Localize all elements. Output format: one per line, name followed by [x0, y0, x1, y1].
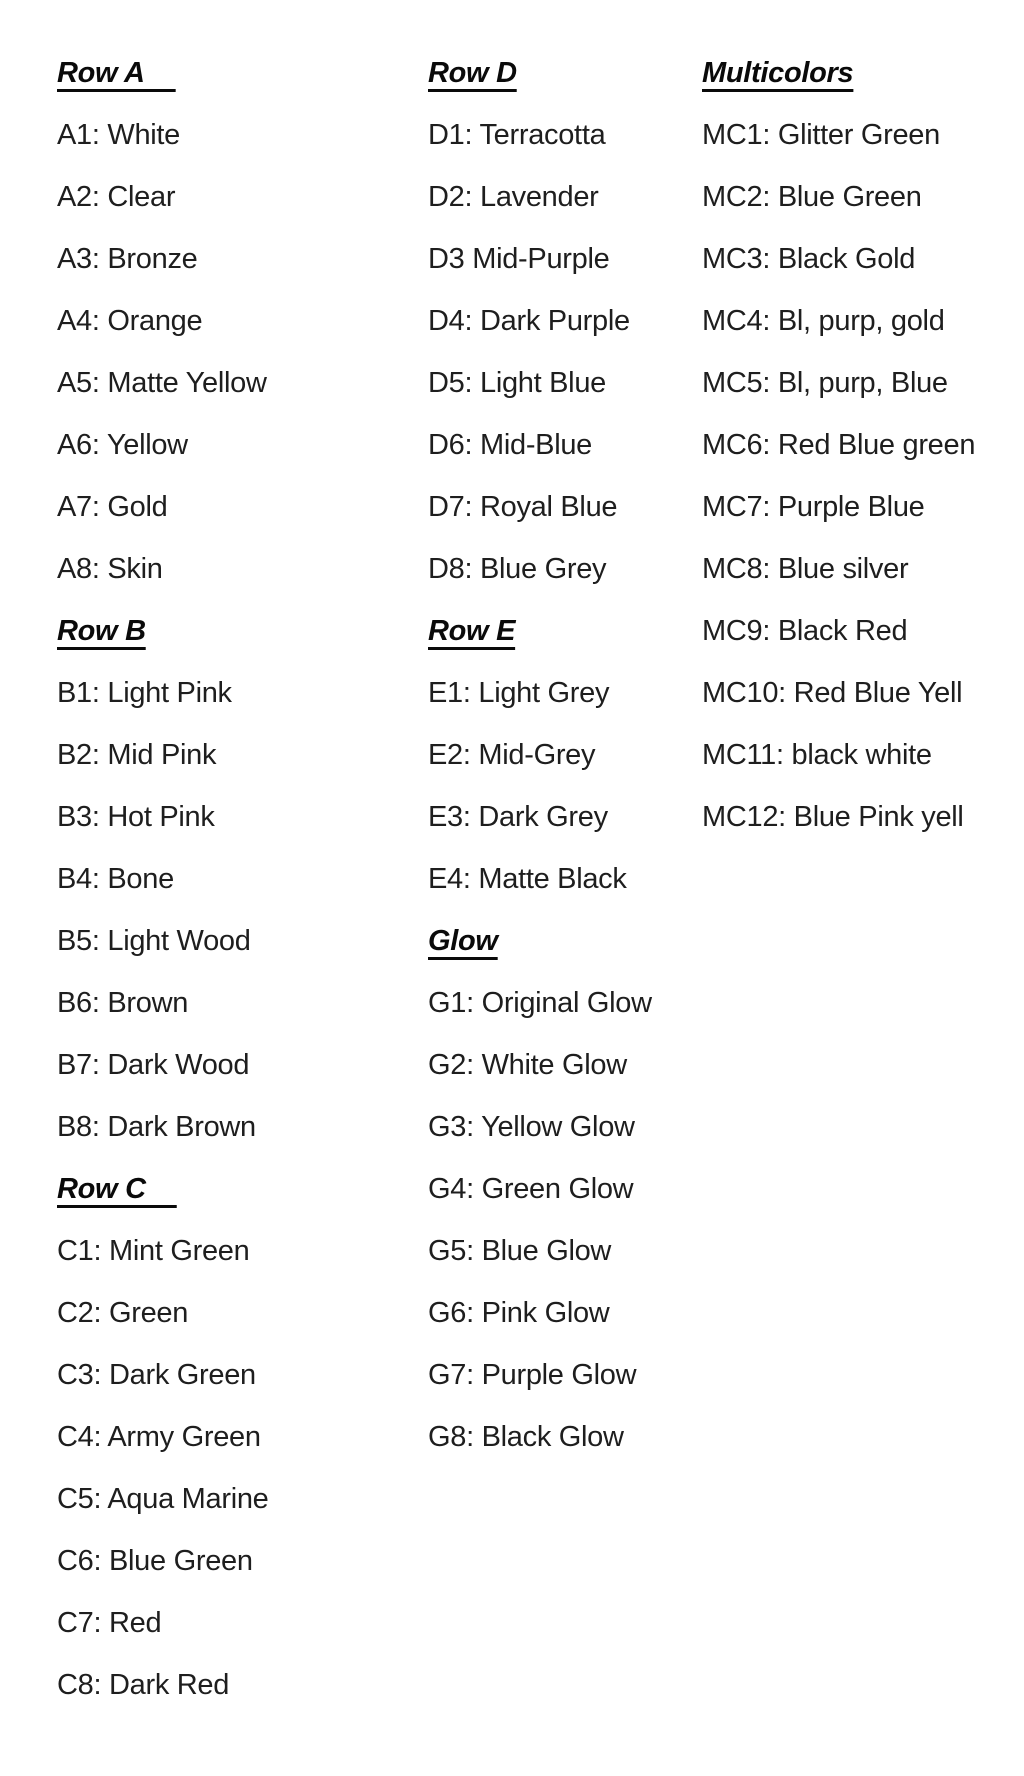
item-mc4: MC4: Bl, purp, gold: [702, 305, 945, 337]
item-b4: B4: Bone: [57, 863, 174, 895]
item-a4: A4: Orange: [57, 305, 203, 337]
item-c5: C5: Aqua Marine: [57, 1483, 269, 1515]
section-heading-row-a: Row A: [57, 57, 176, 89]
section-heading-row-e: Row E: [428, 615, 516, 647]
item-mc3: MC3: Black Gold: [702, 243, 916, 275]
item-g6: G6: Pink Glow: [428, 1297, 610, 1329]
item-d7: D7: Royal Blue: [428, 491, 618, 523]
item-d4: D4: Dark Purple: [428, 305, 630, 337]
item-b7: B7: Dark Wood: [57, 1049, 250, 1081]
section-heading-row-b: Row B: [57, 615, 146, 647]
item-b3: B3: Hot Pink: [57, 801, 215, 833]
item-a3: A3: Bronze: [57, 243, 198, 275]
item-mc10: MC10: Red Blue Yell: [702, 677, 963, 709]
item-mc1: MC1: Glitter Green: [702, 119, 940, 151]
item-a1: A1: White: [57, 119, 181, 151]
item-e3: E3: Dark Grey: [428, 801, 608, 833]
item-mc2: MC2: Blue Green: [702, 181, 922, 213]
item-e1: E1: Light Grey: [428, 677, 610, 709]
item-mc5: MC5: Bl, purp, Blue: [702, 367, 948, 399]
item-g3: G3: Yellow Glow: [428, 1111, 635, 1143]
item-c2: C2: Green: [57, 1297, 189, 1329]
item-c6: C6: Blue Green: [57, 1545, 253, 1577]
item-g4: G4: Green Glow: [428, 1173, 634, 1205]
item-d2: D2: Lavender: [428, 181, 599, 213]
item-mc11: MC11: black white: [702, 739, 932, 771]
item-d5: D5: Light Blue: [428, 367, 606, 399]
item-d6: D6: Mid-Blue: [428, 429, 593, 461]
item-mc12: MC12: Blue Pink yell: [702, 801, 964, 833]
item-b2: B2: Mid Pink: [57, 739, 217, 771]
item-a8: A8: Skin: [57, 553, 163, 585]
item-mc9: MC9: Black Red: [702, 615, 908, 647]
item-b5: B5: Light Wood: [57, 925, 251, 957]
column-rows-abc: [57, 42, 269, 1716]
item-c3: C3: Dark Green: [57, 1359, 256, 1391]
item-b6: B6: Brown: [57, 987, 189, 1019]
item-g7: G7: Purple Glow: [428, 1359, 637, 1391]
item-g8: G8: Black Glow: [428, 1421, 624, 1453]
item-d1: D1: Terracotta: [428, 119, 606, 151]
item-c7: C7: Red: [57, 1607, 162, 1639]
item-c1: C1: Mint Green: [57, 1235, 250, 1267]
column-multicolors: [702, 42, 975, 848]
item-a2: A2: Clear: [57, 181, 176, 213]
item-g1: G1: Original Glow: [428, 987, 652, 1019]
item-mc8: MC8: Blue silver: [702, 553, 909, 585]
item-d8: D8: Blue Grey: [428, 553, 607, 585]
item-e4: E4: Matte Black: [428, 863, 627, 895]
item-mc7: MC7: Purple Blue: [702, 491, 925, 523]
item-g2: G2: White Glow: [428, 1049, 627, 1081]
section-heading-row-d: Row D: [428, 57, 517, 89]
item-e2: E2: Mid-Grey: [428, 739, 596, 771]
item-c8: C8: Dark Red: [57, 1669, 230, 1701]
section-heading-row-c: Row C: [57, 1173, 177, 1205]
item-d3: D3 Mid-Purple: [428, 243, 610, 275]
item-a5: A5: Matte Yellow: [57, 367, 267, 399]
column-rows-de-glow: [428, 42, 652, 1468]
item-a7: A7: Gold: [57, 491, 168, 523]
item-b1: B1: Light Pink: [57, 677, 232, 709]
item-mc6: MC6: Red Blue green: [702, 429, 976, 461]
item-b8: B8: Dark Brown: [57, 1111, 256, 1143]
item-g5: G5: Blue Glow: [428, 1235, 612, 1267]
section-heading-glow: Glow: [428, 925, 498, 957]
item-c4: C4: Army Green: [57, 1421, 261, 1453]
item-a6: A6: Yellow: [57, 429, 188, 461]
section-heading-multicolors: Multicolors: [702, 57, 854, 89]
